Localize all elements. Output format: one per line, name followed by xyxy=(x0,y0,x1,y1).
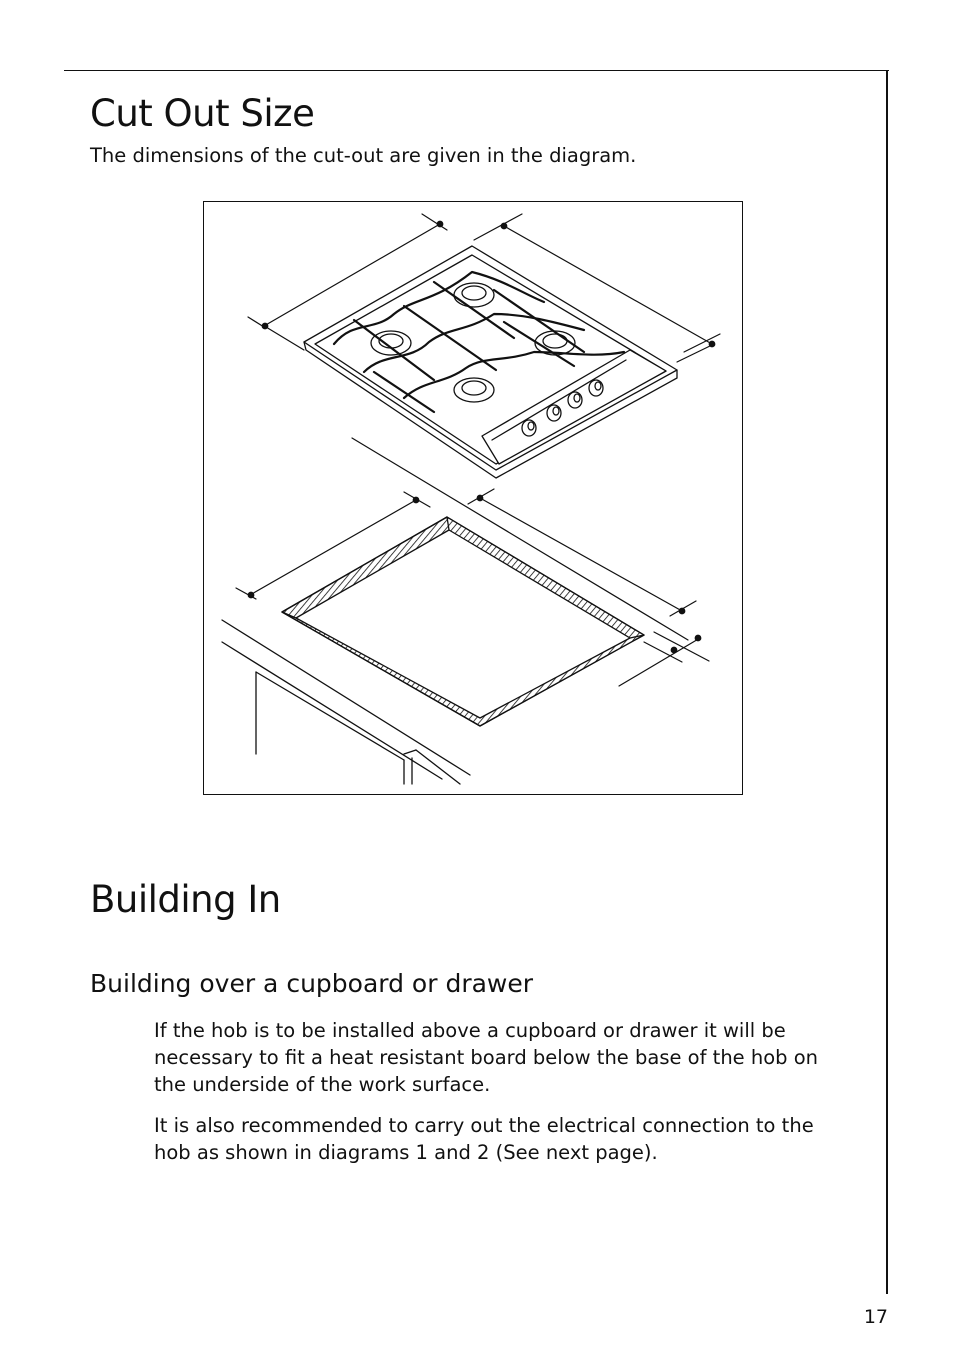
building-in-paragraph-2: It is also recommended to carry out the electrical connection to the hob as shown in diagrams 1 and 2 (See next page). xyxy=(154,1114,814,1164)
section-title-building-in: Building In xyxy=(90,878,281,921)
subsection-title-cupboard-drawer: Building over a cupboard or drawer xyxy=(90,969,534,998)
cut-out-illustration xyxy=(222,438,709,784)
cut-out-intro-text: The dimensions of the cut-out are given in the diagram. xyxy=(90,144,637,167)
page-number: 17 xyxy=(863,1306,888,1328)
top-rule xyxy=(64,70,889,71)
right-margin-rule xyxy=(886,70,888,1294)
section-title-cut-out-size: Cut Out Size xyxy=(90,92,315,135)
building-in-paragraph-1: If the hob is to be installed above a cupboard or drawer it will be necessary to fit a heat resistant board below the base of the hob on the underside of the work surface. xyxy=(154,1019,819,1096)
hob-illustration xyxy=(248,214,720,478)
cut-out-diagram xyxy=(203,201,743,795)
